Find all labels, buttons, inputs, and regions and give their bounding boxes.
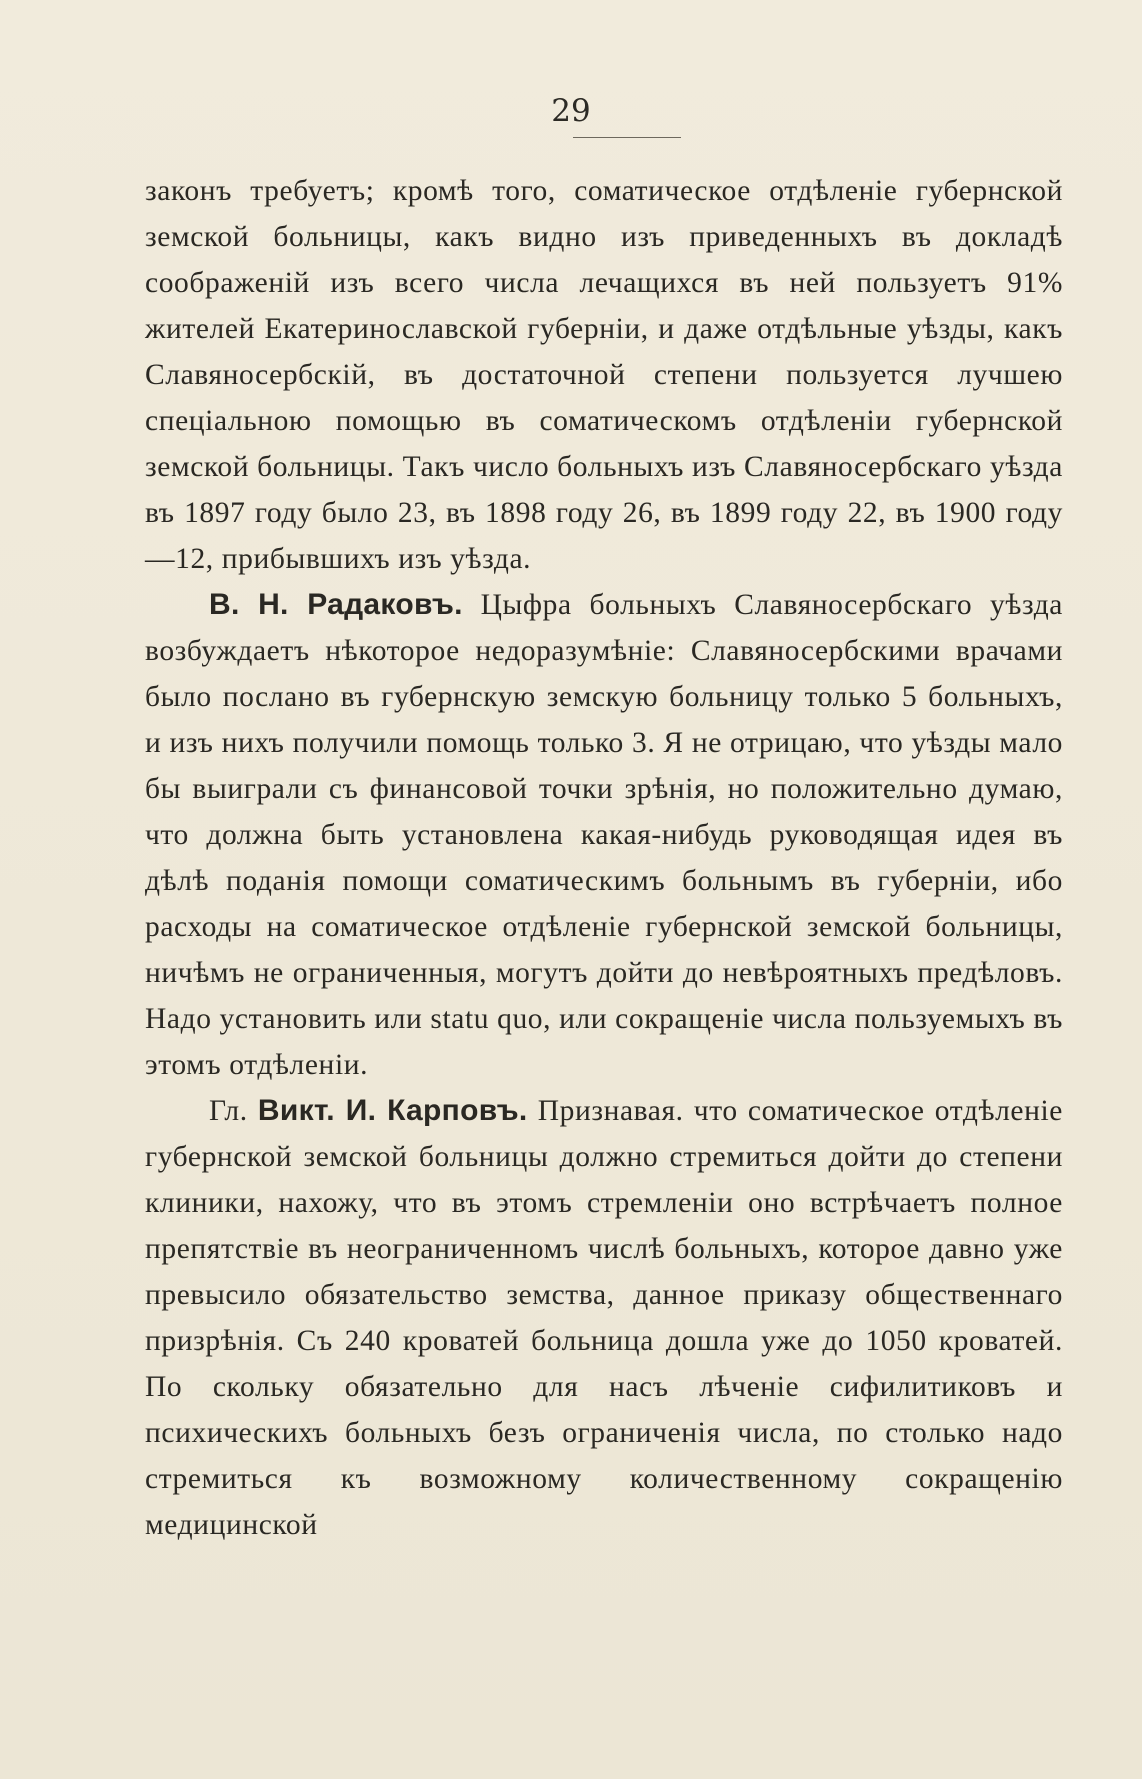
speaker-name: В. Н. Радаковъ. xyxy=(209,588,463,621)
page-number: 29 xyxy=(551,93,591,129)
speaker-prefix: Гл. xyxy=(209,1095,248,1127)
paragraph-3 xyxy=(145,1088,1063,1548)
paragraph-text: Цыфра больныхъ Славяносербскаго уѣзда возбуждаетъ нѣкоторое недоразумѣніе: Славяносербскими врачами было послано въ губернскую земскую больницу только 5 больныхъ, и изъ нихъ получили помощь только 3. Я не отрицаю, что уѣзды мало бы выиграли съ финансовой точки зрѣнія, но положительно думаю, что должна быть установлена какая-нибудь руководящая идея въ дѣлѣ поданія помощи соматическимъ больнымъ въ губерніи, ибо расходы на соматическое отдѣленіе губернской земской больницы, ничѣмъ не ограниченныя, могутъ дойти до невѣроятныхъ предѣловъ. Надо установить или statu quo, или сокращеніе числа пользуемыхъ въ этомъ отдѣленіи. xyxy=(145,589,1063,1081)
paragraph-1: законъ требуетъ; кромѣ того, соматическое отдѣленіе губернской земской больницы, какъ видно изъ приведенныхъ въ докладѣ соображеній изъ всего числа лечащихся въ ней пользуетъ 91% жителей Екатеринославской губерніи, и даже отдѣльные уѣзды, какъ Славяносербскій, въ достаточной степени пользуется лучшею спеціальною помощью въ соматическомъ отдѣленіи губернской земской больницы. Такъ число больныхъ изъ Славяносербскаго уѣзда въ 1897 году было 23, въ 1898 году 26, въ 1899 году 22, въ 1900 году—12, прибывшихъ изъ уѣзда. xyxy=(145,175,1063,575)
paragraph-text: Признавая. что соматическое отдѣленіе губернской земской больницы должно стремиться дойти до степени клиники, нахожу, что въ этомъ стремленіи оно встрѣчаетъ полное препятствіе въ неограниченномъ числѣ больныхъ, которое давно уже превысило обязательство земства, данное приказу общественнаго призрѣнія. Съ 240 кроватей больница дошла уже до 1050 кроватей. По скольку обязательно для насъ лѣченіе сифилитиковъ и психическихъ больныхъ безъ ограниченія числа, по столько надо стремиться къ возможному количественному сокращенію медицинской xyxy=(145,1095,1063,1541)
speaker-name: Викт. И. Карповъ. xyxy=(257,1094,528,1127)
text-body xyxy=(145,168,1063,1548)
header-rule xyxy=(573,137,681,138)
paragraph-2 xyxy=(145,582,1063,1088)
